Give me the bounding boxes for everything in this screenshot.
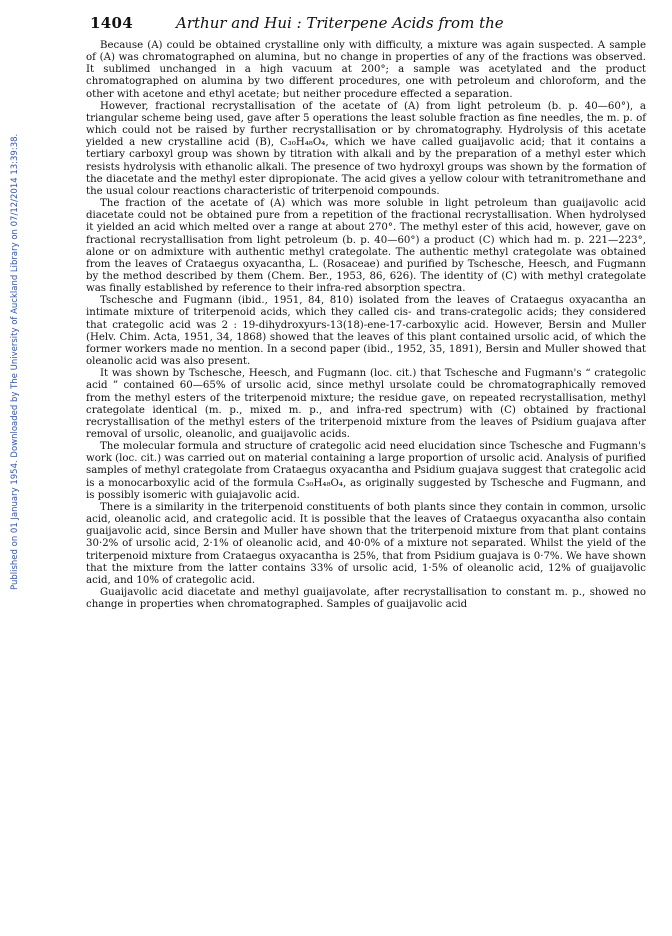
download-notice bbox=[10, 133, 24, 590]
running-head: Arthur and Hui : Triterpene Acids from the bbox=[176, 14, 504, 32]
article-body bbox=[86, 40, 646, 611]
paragraph: The molecular formula and structure of crategolic acid need elucidation since Tschesche and Fugmann's work (loc. cit.) was carried out on material containing a large proportion of ursolic acid. Analysis of purified samples of methyl crategolate from Crataegus oxyacantha and Psidium guajava suggest that crategolic acid is a monocarboxylic acid of the formula C₃₀H₄₈O₄, as originally suggested by Tschesche and Fugmann, and is possibly isomeric with guiajavolic acid. bbox=[86, 441, 646, 501]
paragraph: Guaijavolic acid diacetate and methyl guaijavolate, after recrystallisation to constant m. p., showed no change in properties when chromatographed. Samples of guaijavolic acid bbox=[86, 587, 646, 611]
paragraph: The fraction of the acetate of (A) which was more soluble in light petroleum than guaijavolic acid diacetate could not be obtained pure from a repetition of the fractional recrystallisation. When hydrolysed it yielded an acid which melted over a range at about 270°. The methyl ester of this acid, however, gave on fractional recrystallisation from light petroleum (b. p. 40—60°) a product (C) which had m. p. 221—223°, alone or on admixture with authentic methyl crategolate. The authentic methyl crategolate was obtained from the leaves of Crataegus oxyacantha, L. (Rosaceae) and purified by Tschesche, Heesch, and Fugmann by the method described by them (Chem. Ber., 1953, 86, 626). The identity of (C) with methyl crategolate was finally established by reference to their infra-red absorption spectra. bbox=[86, 198, 646, 295]
paragraph: There is a similarity in the triterpenoid constituents of both plants since they contain in common, ursolic acid, oleanolic acid, and crategolic acid. It is possible that the leaves of Crataegus oxyacantha also contain guaijavolic acid, since Bersin and Muller have shown that the triterpenoid mixture from that plant contains 30·2% of ursolic acid, 2·1% of oleanolic acid, and 40·0% of a mixture not separated. Whilst the yield of the triterpenoid mixture from Crataegus oxyacantha is 25%, that from Psidium guajava is 0·7%. We have shown that the mixture from the latter contains 33% of ursolic acid, 1·5% of oleanolic acid, 12% of guaijavolic acid, and 10% of crategolic acid. bbox=[86, 501, 646, 586]
paragraph: Because (A) could be obtained crystalline only with difficulty, a mixture was again suspected. A sample of (A) was chromatographed on alumina, but no change in properties of any of the fractions was observed. It sublimed unchanged in a high vacuum at 200°; a sample was acetylated and the product chromatographed on alumina by two different procedures, one with petroleum and chloroform, and the other with acetone and ethyl acetate; but neither procedure effected a separation. bbox=[86, 40, 646, 100]
paragraph: Tschesche and Fugmann (ibid., 1951, 84, 810) isolated from the leaves of Crataegus oxyacantha an intimate mixture of triterpenoid acids, which they called cis- and trans-crategolic acids; they considered that crategolic acid was 2 : 19-dihydroxyurs-13(18)-ene-17-carboxylic acid. However, Bersin and Muller (Helv. Chim. Acta, 1951, 34, 1868) showed that the leaves of this plant contained ursolic acid, of which the former workers made no mention. In a second paper (ibid., 1952, 35, 1891), Bersin and Muller showed that oleanolic acid was also present. bbox=[86, 295, 646, 368]
paragraph: It was shown by Tschesche, Heesch, and Fugmann (loc. cit.) that Tschesche and Fugmann's “ crategolic acid ” contained 60—65% of ursolic acid, since methyl ursolate could be chromatographically removed from the methyl esters of the triterpenoid mixture; the residue gave, on repeated recrystallisation, methyl crategolate identical (m. p., mixed m. p., and infra-red spectrum) with (C) obtained by fractional recrystallisation of the methyl esters of the triterpenoid mixture from the leaves of Psidium guajava after removal of ursolic, oleanolic, and guaijavolic acids. bbox=[86, 368, 646, 440]
page-header bbox=[90, 14, 650, 36]
download-notice-text: Published on 01 January 1954. Downloaded by The University of Auckland Library on 07/12/2014 13:39:38. bbox=[10, 133, 20, 590]
paragraph: However, fractional recrystallisation of the acetate of (A) from light petroleum (b. p. 40—60°), a triangular scheme being used, gave after 5 operations the least soluble fraction as fine needles, the m. p. of which could not be raised by further recrystallisation or by chromatography. Hydrolysis of this acetate yielded a new crystalline acid (B), C₃₀H₄₈O₄, which we have called guaijavolic acid; that it contains a tertiary carboxyl group was shown by titration with alkali and by the preparation of a methyl ester which resists hydrolysis with ethanolic alkali. The presence of two hydroxyl groups was shown by the formation of the diacetate and the methyl ester dipropionate. The acid gives a yellow colour with tetranitromethane and the usual colour reactions characteristic of triterpenoid compounds. bbox=[86, 100, 646, 197]
page-number: 1404 bbox=[90, 14, 133, 32]
